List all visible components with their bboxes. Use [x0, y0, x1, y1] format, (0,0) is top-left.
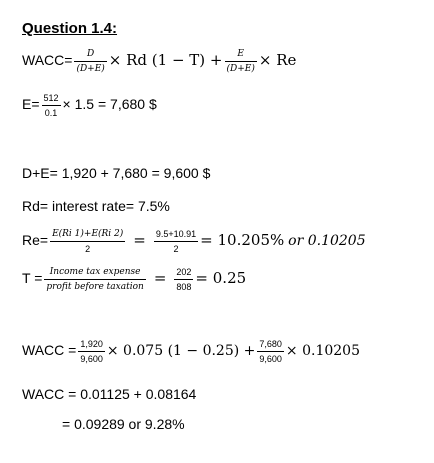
equity-rhs: × 1.5 = 7,680 $	[62, 96, 157, 113]
tax-lhs: T =	[22, 270, 43, 287]
equity-weight-value	[257, 338, 284, 365]
tax-symbolic-fraction	[44, 266, 145, 293]
wacc-calc-tail: × 0.10205	[285, 343, 360, 360]
fraction-denominator: 2	[85, 244, 91, 254]
wacc-result-line: = 0.09289 or 9.28%	[62, 416, 185, 432]
fraction-numerator: 512	[42, 92, 61, 106]
fraction-denominator: 9,600	[80, 354, 103, 364]
tax-result: = 0.25	[195, 269, 247, 288]
re-result: = 10.205%	[200, 231, 285, 250]
equity-line	[22, 92, 157, 119]
fraction-numerator: E(Ri 1)+E(Ri 2)	[50, 228, 125, 242]
re-symbolic-fraction	[50, 228, 125, 255]
wacc-formula-middle: × Rd (1 − T) +	[108, 51, 223, 70]
fraction-denominator: 0.1	[44, 108, 58, 118]
equity-lhs: E=	[22, 96, 40, 113]
total-capital-line: D+E= 1,920 + 7,680 = 9,600 $	[22, 165, 211, 181]
wacc-formula	[22, 48, 296, 75]
fraction-numerator: Income tax expense	[44, 266, 145, 280]
fraction-denominator: profit before taxation	[46, 282, 144, 292]
fraction-numerator: 7,680	[257, 338, 284, 352]
fraction-denominator: (D+E)	[76, 64, 105, 74]
question-title: Question 1.4:	[22, 20, 118, 37]
equity-weight-fraction	[225, 48, 257, 75]
fraction-numerator: 202	[174, 266, 193, 280]
fraction-denominator: 2	[173, 244, 179, 254]
re-equals: =	[133, 231, 146, 250]
fraction-denominator: 808	[176, 282, 192, 292]
tax-equals: =	[153, 269, 167, 288]
cost-of-equity-line	[22, 228, 366, 255]
wacc-calc-lhs: WACC =	[22, 342, 77, 359]
debt-weight-fraction	[74, 48, 106, 75]
cost-of-debt-line: Rd= interest rate= 7.5%	[22, 198, 170, 214]
wacc-formula-tail: × Re	[258, 51, 297, 70]
wacc-sum-line: WACC = 0.01125 + 0.08164	[22, 386, 197, 402]
equity-fraction	[42, 92, 61, 119]
tax-rate-line	[22, 266, 246, 293]
debt-weight-value	[78, 338, 105, 365]
re-result-decimal: or 0.10205	[288, 233, 366, 250]
fraction-numerator: D	[74, 48, 106, 62]
tax-numeric-fraction	[174, 266, 193, 293]
fraction-denominator: 9,600	[259, 354, 282, 364]
re-lhs: Re=	[22, 232, 49, 249]
fraction-numerator: 9.5+10.91	[154, 228, 198, 242]
fraction-numerator: 1,920	[78, 338, 105, 352]
fraction-numerator: E	[225, 48, 257, 62]
wacc-calc-middle: × 0.075 (1 − 0.25) +	[106, 343, 256, 360]
wacc-calculation	[22, 338, 360, 365]
fraction-denominator: (D+E)	[226, 64, 255, 74]
wacc-formula-lhs: WACC=	[22, 52, 73, 69]
re-numeric-fraction	[154, 228, 198, 255]
